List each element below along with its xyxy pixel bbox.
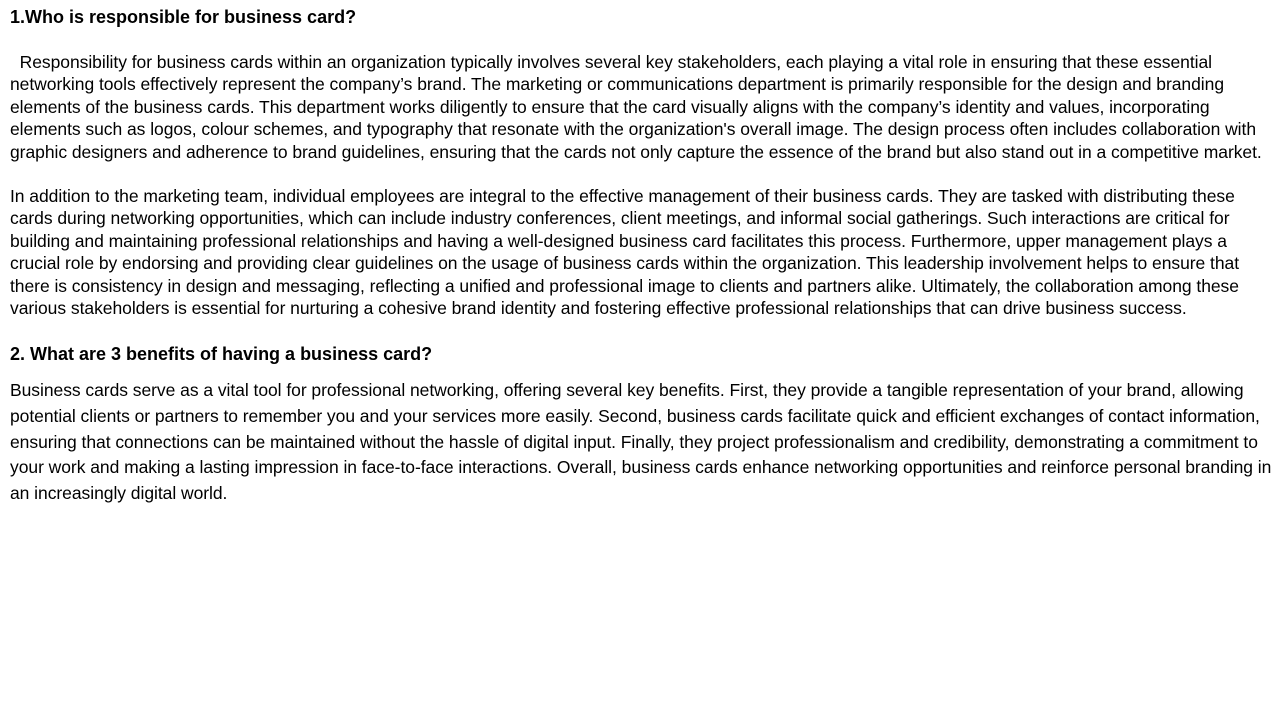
section-1-heading: 1.Who is responsible for business card?	[10, 7, 357, 27]
section-2-paragraph-1: Business cards serve as a vital tool for professional networking, offering several key benefits. First, they provide a tangible representation of your brand, allowing potential clients or partners to remember you and your services more easily. Second, business cards facilitate quick and efficient exchanges of contact information, ensuring that connections can be maintained without the hassle of digital input. Finally, they project professionalism and credibility, demonstrating a commitment to your work and making a lasting impression in face-to-face interactions. Overall, business cards enhance networking opportunities and reinforce personal branding in an increasingly digital world.	[10, 380, 1277, 503]
section-2-heading: 2. What are 3 benefits of having a business card?	[10, 344, 433, 365]
section-1-paragraph-1: Responsibility for business cards within an organization typically involves several key stakeholders, each playing a vital role in ensuring that these essential networking tools effectively represent the company’s brand. The marketing or communications department is primarily responsible for the design and branding elements of the business cards. This department works diligently to ensure that the card visually aligns with the company’s identity and values, incorporating elements such as logos, colour schemes, and typography that resonate with the organization's overall image. The design process often includes collaboration with graphic designers and adherence to brand guidelines, ensuring that the cards not only capture the essence of the brand but also stand out in a competitive market.	[10, 52, 1262, 162]
section-1-paragraph-2: In addition to the marketing team, individual employees are integral to the effective management of their business cards. They are tasked with distributing these cards during networking opportunities, which can include industry conferences, client meetings, and informal social gatherings. Such interactions are critical for building and maintaining professional relationships and having a well-designed business card facilitates this process. Furthermore, upper management plays a crucial role by endorsing and providing clear guidelines on the usage of business cards within the organization. This leadership involvement helps to ensure that there is consistency in design and messaging, reflecting a unified and professional image to clients and partners alike. Ultimately, the collaboration among these various stakeholders is essential for nurturing a cohesive brand identity and fostering effective professional relationships that can drive business success.	[10, 186, 1244, 319]
